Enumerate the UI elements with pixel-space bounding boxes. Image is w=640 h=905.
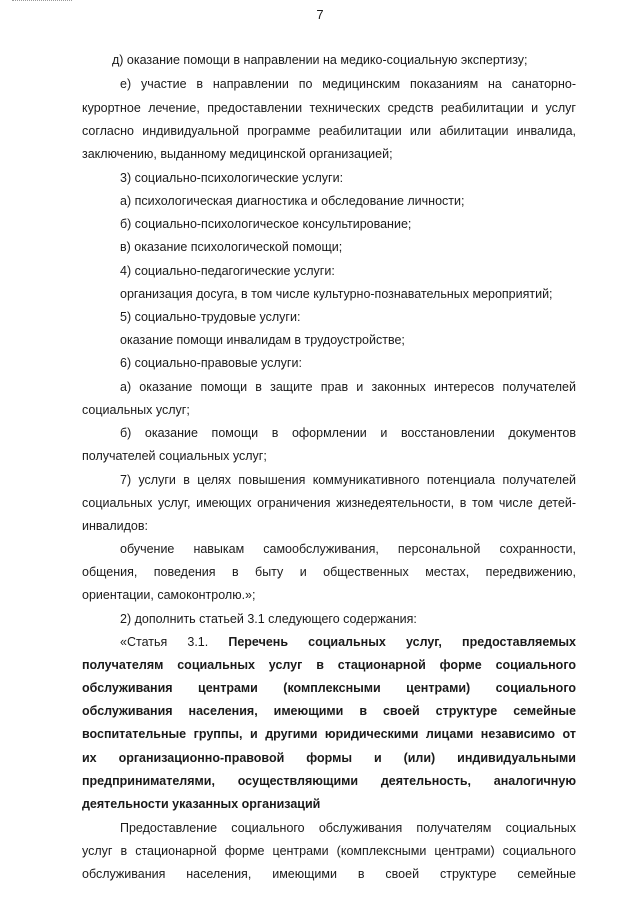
- line-text: обучение навыкам самообслуживания, персональной сохранности,: [120, 542, 576, 556]
- line-text: обслуживания центрами (комплексными центрами) социального: [82, 681, 576, 695]
- line-text: а) оказание помощи в защите прав и законных интересов получателей: [120, 380, 576, 394]
- article-number: «Статья 3.1.: [120, 635, 229, 649]
- line-text: оказание помощи инвалидам в трудоустройстве;: [120, 333, 405, 347]
- line-text: заключению, выданному медицинской организацией;: [82, 147, 393, 161]
- line-text: 3) социально-психологические услуги:: [120, 171, 344, 185]
- line-text: общения, поведения в быту и общественных местах, передвижению,: [82, 565, 576, 579]
- line-text: обслуживания населения, имеющими в своей структуре семейные: [82, 704, 576, 718]
- line-text: 4) социально-педагогические услуги:: [120, 264, 335, 278]
- line-text: 5) социально-трудовые услуги:: [120, 310, 301, 324]
- line-text: согласно индивидуальной программе реабилитации или абилитации инвалида,: [82, 124, 576, 138]
- line-text: получателей социальных услуг;: [82, 449, 267, 463]
- line-text: а) психологическая диагностика и обследование личности;: [120, 194, 465, 208]
- line-text: обслуживания населения, имеющими в своей структуре семейные: [82, 867, 576, 881]
- line-text: курортное лечение, предоставлении технических средств реабилитации и услуг: [82, 101, 576, 115]
- line-text: е) участие в направлении по медицинским показаниям на санаторно-: [120, 77, 576, 91]
- line-text: ориентации, самоконтролю.»;: [82, 588, 256, 602]
- line-text: их организационно-правовой формы и (или) индивидуальными: [82, 751, 576, 765]
- line-text: 2) дополнить статьей 3.1 следующего содержания:: [120, 612, 417, 626]
- article-heading: «Статья 3.1. Перечень социальных услуг, предоставляемых: [120, 635, 576, 649]
- scan-corner-mark: [12, 0, 72, 5]
- line-text: воспитательные группы, и другими юридическими лицами независимо от: [82, 727, 576, 741]
- line-text: Предоставление социального обслуживания получателям социальных: [120, 821, 576, 835]
- line-text: б) социально-психологическое консультирование;: [120, 217, 412, 231]
- line-text: 6) социально-правовые услуги:: [120, 356, 302, 370]
- line-text: получателям социальных услуг в стационарной форме социального: [82, 658, 576, 672]
- line-text: инвалидов:: [82, 519, 148, 533]
- line-text: социальных услуг;: [82, 403, 190, 417]
- line-text: б) оказание помощи в оформлении и восстановлении документов: [120, 426, 576, 440]
- line-text: предпринимателями, осуществляющими деятельность, аналогичную: [82, 774, 576, 788]
- line-text: д) оказание помощи в направлении на медико-социальную экспертизу;: [112, 53, 528, 67]
- line-text: деятельности указанных организаций: [82, 797, 321, 811]
- page-number: 7: [316, 7, 324, 22]
- line-text: социальных услуг, имеющих ограничения жизнедеятельности, в том числе детей-: [82, 496, 576, 510]
- line-text: организация досуга, в том числе культурно-познавательных мероприятий;: [120, 287, 553, 301]
- line-text: услуг в стационарной форме центрами (комплексными центрами) социального: [82, 844, 576, 858]
- line-text: в) оказание психологической помощи;: [120, 240, 343, 254]
- line-text: 7) услуги в целях повышения коммуникативного потенциала получателей: [120, 473, 576, 487]
